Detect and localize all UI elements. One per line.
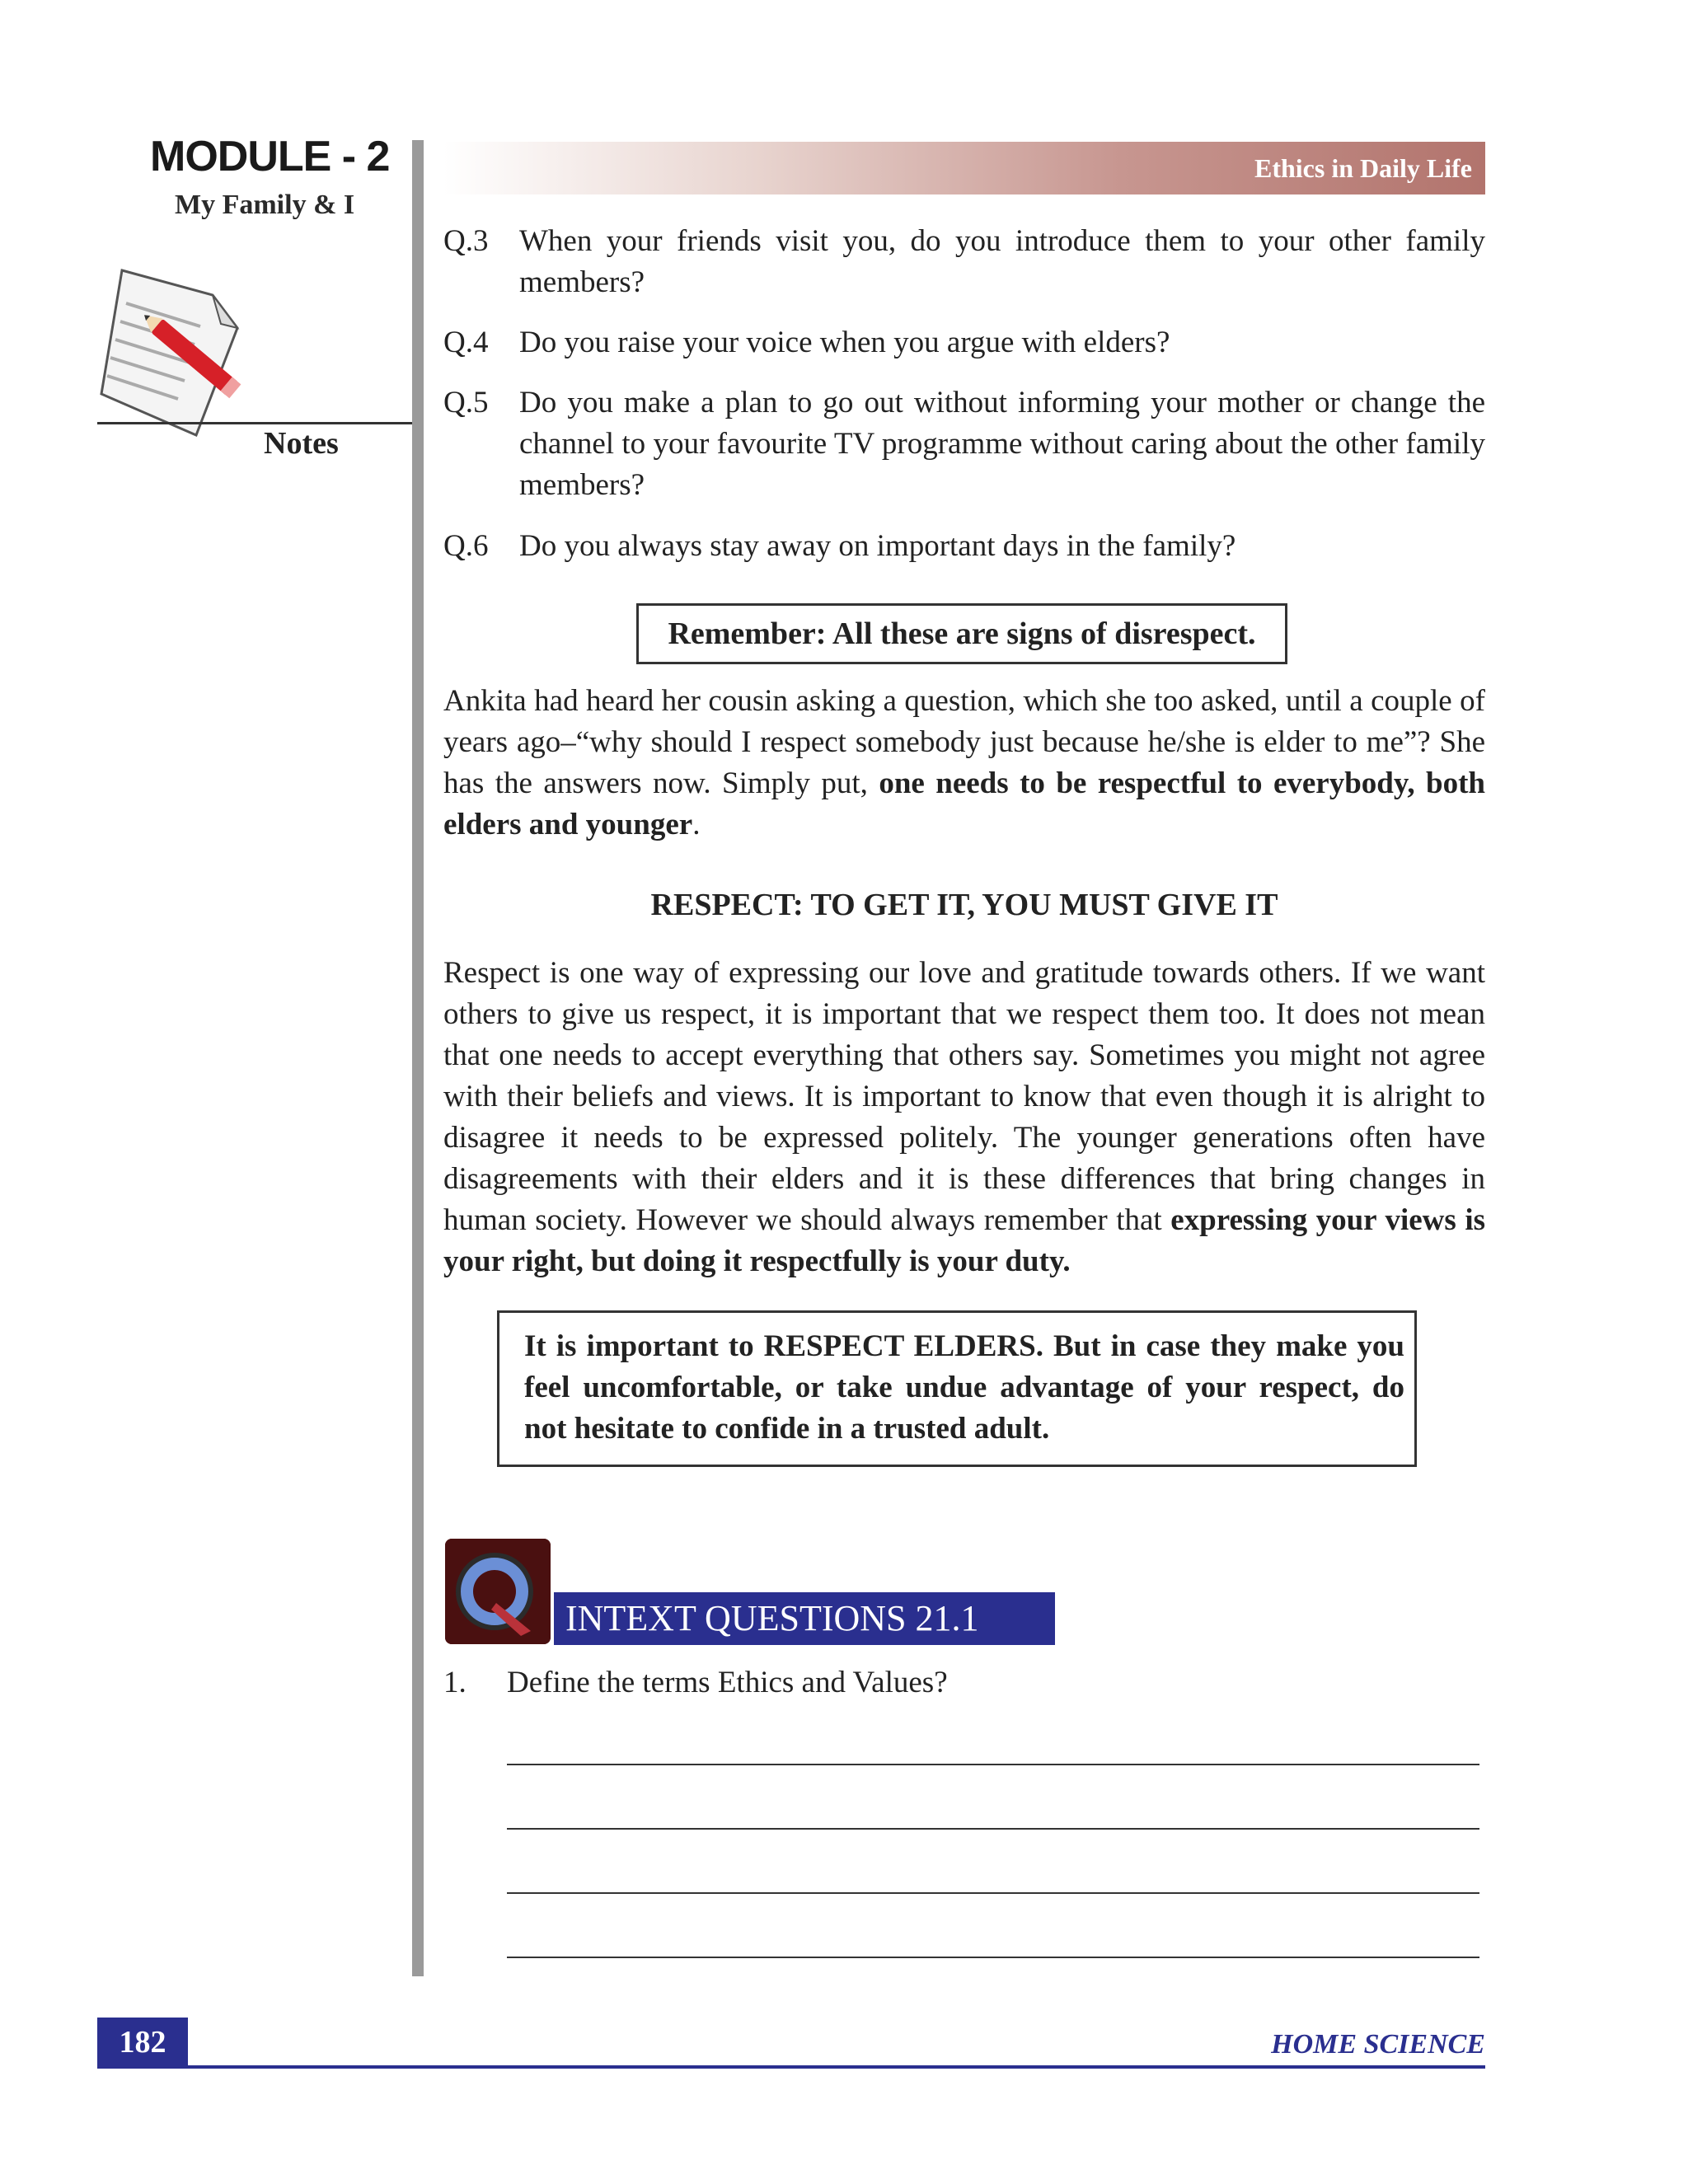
question-text: Do you raise your voice when you argue with elders? bbox=[519, 326, 1170, 359]
section-heading: RESPECT: TO GET IT, YOU MUST GIVE IT bbox=[650, 888, 1278, 922]
intext-question-number: 1. bbox=[443, 1666, 467, 1699]
intext-question-text: Define the terms Ethics and Values? bbox=[507, 1666, 948, 1699]
question-number: Q.6 bbox=[443, 529, 489, 563]
paragraph-text: Respect is one way of expressing our love and gratitude towards others. If we want others to give us respect, it is important that we respect them too. It does not mean that one needs to accept everything that others say. Sometimes you might not agree with their beliefs and views. It is important to know that even though it is alright to disagree it needs to be expressed politely. The younger generations often have disagreements with their elders and it is these differences that bring changes in human society. However we should always remember that bbox=[443, 956, 1485, 1237]
question-number: Q.5 bbox=[443, 386, 489, 419]
chapter-title: Ethics in Daily Life bbox=[1254, 153, 1472, 183]
module-title: MODULE - 2 bbox=[150, 133, 390, 180]
question-q3 bbox=[443, 221, 1485, 303]
remember-callout: Remember: All these are signs of disrespect. bbox=[636, 603, 1287, 664]
paragraph-emphasis: expressing your views is your right, but doing it respectfully is your duty. bbox=[443, 1203, 1485, 1278]
intext-questions-banner: INTEXT QUESTIONS 21.1 bbox=[554, 1592, 1055, 1645]
paragraph-text: Ankita had heard her cousin asking a question, which she too asked, until a couple of years ago–“why should I respect somebody just because he/she is elder to me”? She has the answers now. Simply put, bbox=[443, 684, 1485, 800]
answer-line bbox=[507, 1764, 1479, 1765]
notes-label: Notes bbox=[264, 426, 339, 461]
question-q6 bbox=[443, 526, 1485, 567]
question-q4 bbox=[443, 322, 1485, 363]
page-number: 182 bbox=[97, 2018, 188, 2067]
paragraph-emphasis: one needs to be respectful to everybody, both elders and younger bbox=[443, 766, 1485, 841]
answer-line bbox=[507, 1828, 1479, 1830]
question-number: Q.4 bbox=[443, 326, 489, 359]
footer-rule bbox=[97, 2065, 1485, 2069]
answer-line bbox=[507, 1957, 1479, 1958]
question-text: Do you always stay away on important days in the family? bbox=[519, 529, 1236, 563]
question-text: Do you make a plan to go out without informing your mother or change the channel to your favourite TV programme without caring about the other family members? bbox=[519, 386, 1485, 502]
footer-subject: HOME SCIENCE bbox=[1271, 2029, 1485, 2060]
notes-pencil-icon bbox=[97, 262, 262, 443]
chapter-header bbox=[443, 142, 1485, 194]
question-text: When your friends visit you, do you introduce them to your other family members? bbox=[519, 224, 1485, 299]
question-number: Q.3 bbox=[443, 224, 489, 258]
respect-elders-callout bbox=[497, 1310, 1417, 1467]
answer-line bbox=[507, 1892, 1479, 1894]
question-q-icon bbox=[445, 1539, 551, 1644]
question-q5 bbox=[443, 382, 1485, 506]
module-subtitle: My Family & I bbox=[175, 190, 355, 220]
respect-paragraph bbox=[443, 953, 1485, 1282]
margin-vertical-bar bbox=[412, 140, 424, 1976]
notes-divider bbox=[97, 422, 413, 424]
ankita-paragraph bbox=[443, 681, 1485, 846]
callout-text: It is important to RESPECT ELDERS. But in case they make you feel uncomfortable, or take undue advantage of your respect, do not hesitate to confide in a trusted adult. bbox=[524, 1329, 1404, 1446]
paragraph-end: . bbox=[692, 808, 701, 841]
